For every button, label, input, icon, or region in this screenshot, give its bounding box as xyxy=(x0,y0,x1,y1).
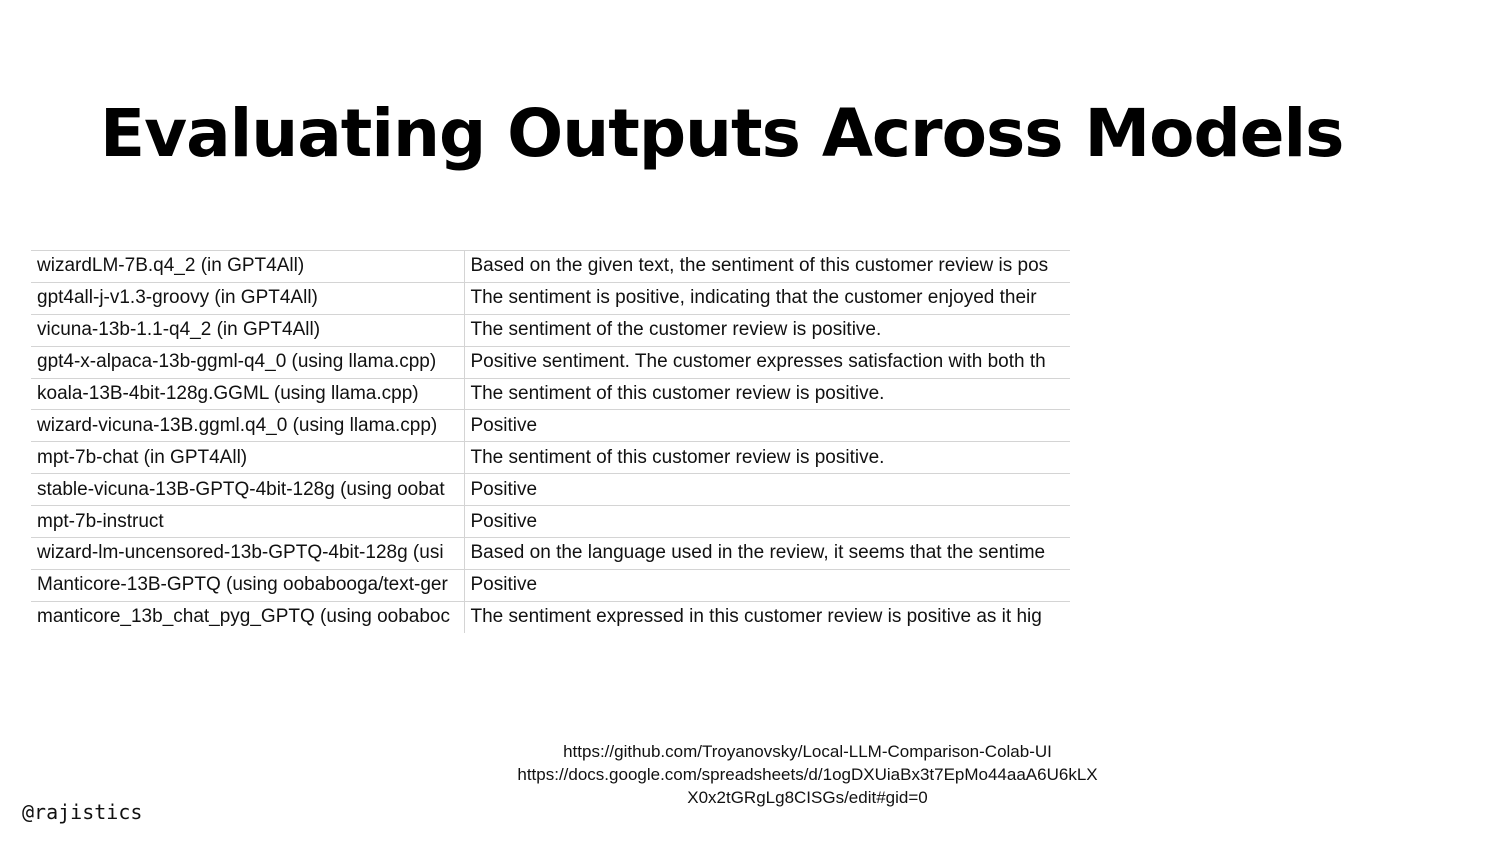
model-output-cell: The sentiment of this customer review is positive. xyxy=(464,378,1070,410)
model-output-cell: Based on the language used in the review, it seems that the sentime xyxy=(464,538,1070,570)
model-output-cell: The sentiment of this customer review is positive. xyxy=(464,442,1070,474)
model-name-cell: gpt4-x-alpaca-13b-ggml-q4_0 (using llama.cpp) xyxy=(31,346,464,378)
model-name-cell: wizard-vicuna-13B.ggml.q4_0 (using llama.cpp) xyxy=(31,410,464,442)
model-name-cell: mpt-7b-chat (in GPT4All) xyxy=(31,442,464,474)
slide-title: Evaluating Outputs Across Models xyxy=(100,95,1344,172)
model-name-cell: wizard-lm-uncensored-13b-GPTQ-4bit-128g (usi xyxy=(31,538,464,570)
model-output-cell: Positive xyxy=(464,569,1070,601)
model-name-cell: vicuna-13b-1.1-q4_2 (in GPT4All) xyxy=(31,314,464,346)
model-output-cell: Positive sentiment. The customer expresses satisfaction with both th xyxy=(464,346,1070,378)
model-output-cell: Positive xyxy=(464,506,1070,538)
model-output-cell: The sentiment of the customer review is positive. xyxy=(464,314,1070,346)
model-name-cell: wizardLM-7B.q4_2 (in GPT4All) xyxy=(31,251,464,283)
reference-link-spreadsheet[interactable]: https://docs.google.com/spreadsheets/d/1ogDXUiaBx3t7EpMo44aaA6U6kLX xyxy=(517,765,1098,784)
author-handle: @rajistics xyxy=(22,800,143,824)
model-name-cell: manticore_13b_chat_pyg_GPTQ (using oobaboc xyxy=(31,601,464,633)
model-comparison-table xyxy=(31,250,1070,633)
model-output-cell: Positive xyxy=(464,474,1070,506)
model-name-cell: mpt-7b-instruct xyxy=(31,506,464,538)
model-output-cell: The sentiment is positive, indicating that the customer enjoyed their xyxy=(464,282,1070,314)
table-row xyxy=(31,410,1070,442)
model-name-cell: stable-vicuna-13B-GPTQ-4bit-128g (using oobat xyxy=(31,474,464,506)
table-row xyxy=(31,346,1070,378)
table-row xyxy=(31,251,1070,283)
table-row xyxy=(31,378,1070,410)
table-row xyxy=(31,601,1070,633)
model-output-cell: Positive xyxy=(464,410,1070,442)
model-output-cell: The sentiment expressed in this customer review is positive as it hig xyxy=(464,601,1070,633)
model-comparison-table-screenshot xyxy=(31,250,1070,633)
model-name-cell: koala-13B-4bit-128g.GGML (using llama.cpp) xyxy=(31,378,464,410)
model-name-cell: gpt4all-j-v1.3-groovy (in GPT4All) xyxy=(31,282,464,314)
reference-link-spreadsheet-cont[interactable]: X0x2tGRgLg8CISGs/edit#gid=0 xyxy=(687,788,928,807)
table-row xyxy=(31,314,1070,346)
table-row xyxy=(31,506,1070,538)
model-name-cell: Manticore-13B-GPTQ (using oobabooga/text-ger xyxy=(31,569,464,601)
table-row xyxy=(31,474,1070,506)
table-row xyxy=(31,538,1070,570)
reference-link-github[interactable]: https://github.com/Troyanovsky/Local-LLM-Comparison-Colab-UI xyxy=(563,742,1052,761)
table-row xyxy=(31,442,1070,474)
table-row xyxy=(31,569,1070,601)
table-row xyxy=(31,282,1070,314)
model-output-cell: Based on the given text, the sentiment of this customer review is pos xyxy=(464,251,1070,283)
reference-links xyxy=(460,740,1155,809)
